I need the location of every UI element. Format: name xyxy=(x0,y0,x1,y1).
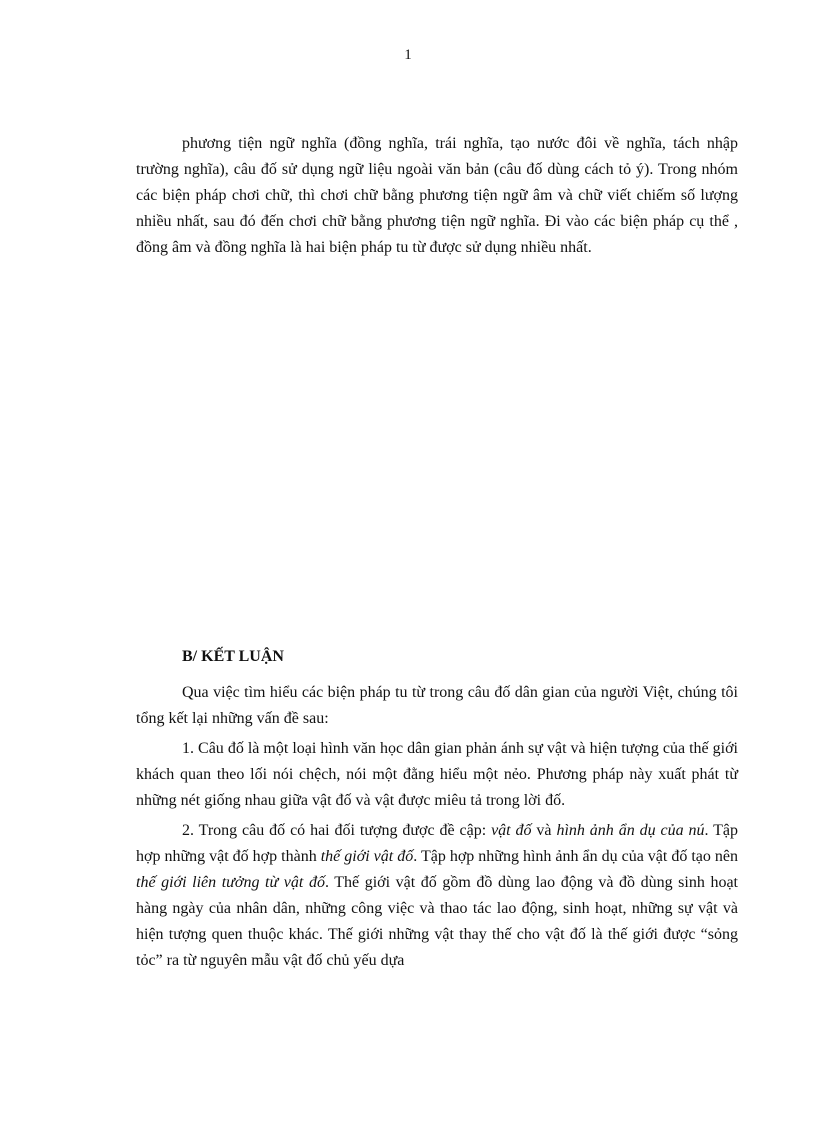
point2-text-1: 2. Trong câu đố có hai đối tượng được đề cập: xyxy=(182,822,492,839)
conclusion-intro: Qua việc tìm hiểu các biện pháp tu từ trong câu đố dân gian của người Việt, chúng tôi tổng kết lại những vấn đề sau: xyxy=(136,684,738,727)
point2-italic-vat-do: vật đố xyxy=(491,822,532,839)
point2-text-4: . Tập hợp những hình ảnh ẩn dụ của vật đố tạo nên xyxy=(413,848,739,865)
conclusion-point-1: 1. Câu đố là một loại hình văn học dân gian phản ánh sự vật và hiện tượng của thế giới khách quan theo lối nói chệch, nói một đằng hiểu một nẻo. Phương pháp này xuất phát từ những nét giống nhau giữa vật đố và vật được miêu tả trong lời đố. xyxy=(136,740,738,809)
top-paragraph xyxy=(136,131,738,261)
point2-italic-hinh-anh: hình ảnh ẩn dụ của nú xyxy=(556,822,705,839)
point2-text-2: và xyxy=(531,822,557,839)
top-paragraph-text: phương tiện ngữ nghĩa (đồng nghĩa, trái nghĩa, tạo nước đôi về nghĩa, tách nhập trường nghĩa), câu đố sử dụng ngữ liệu ngoài văn bản (câu đố dùng cách tỏ ý). Trong nhóm các biện pháp chơi chữ, thì chơi chữ bằng phương tiện ngữ âm và chữ viết chiếm số lượng nhiều nhất, sau đó đến chơi chữ bằng phương tiện ngữ nghĩa. Đi vào các biện pháp cụ thể , đồng âm và đồng nghĩa là hai biện pháp tu từ được sử dụng nhiều nhất. xyxy=(136,135,738,256)
point2-italic-the-gioi-lien-tuong: thế giới liên tưởng từ vật đố xyxy=(136,874,325,891)
point2-italic-the-gioi-vat-do: thế giới vật đố xyxy=(320,848,414,865)
section-heading: B/ KẾT LUẬN xyxy=(182,648,284,665)
point2-text-5: . Thế giới vật đố gồm đồ dùng lao động và đồ dùng sinh hoạt hàng ngày của nhân dân, những công việc và thao tác lao động, sinh hoạt, những sự vật và hiện tượng quen thuộc khác. Thế giới những vật thay thế cho vật đố là thế giới được “sỏng tỏc” ra từ nguyên mẫu vật đố chủ yếu dựa xyxy=(136,874,738,969)
conclusion-body xyxy=(136,680,738,974)
conclusion-point-2 xyxy=(136,818,738,974)
page-number: 1 xyxy=(404,47,412,63)
point2-text-3: . Tập hợp những vật đố hợp thành xyxy=(136,822,739,865)
